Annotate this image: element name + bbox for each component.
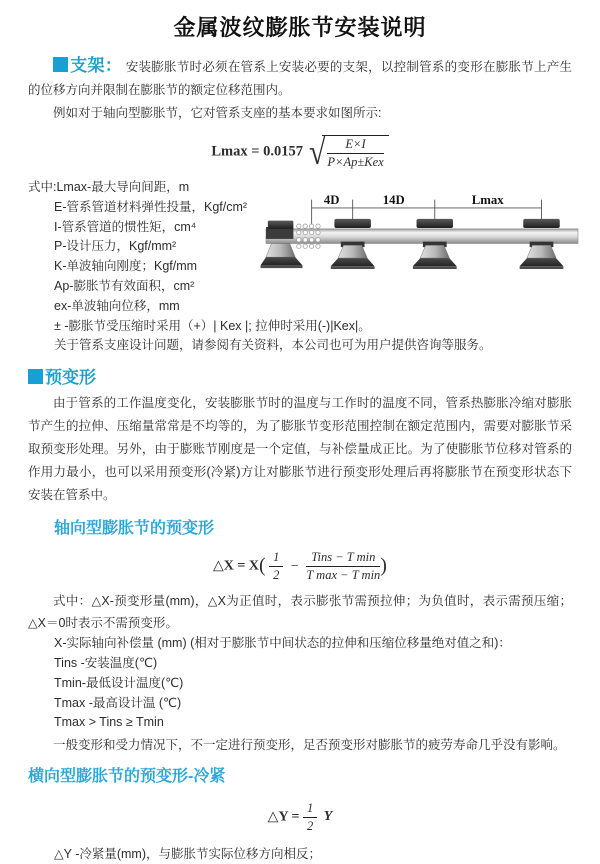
lateral-subsection-heading: 横向型膨胀节的预变形-冷紧 [28, 768, 226, 786]
half-denominator: 2 [273, 568, 280, 583]
definition-line: K-单波轴向刚度；Kgf/mm [54, 259, 198, 274]
open-paren: ( [259, 554, 266, 577]
definition-line: E-管系管道材料弹性投量，Kgf/cm² [54, 199, 248, 214]
half-denominator: 2 [307, 818, 314, 833]
lateral-formula-lhs: △Y = [267, 809, 300, 825]
predeform-section-heading [28, 368, 572, 388]
dimension-label-lmax: Lmax [471, 193, 504, 208]
support-section-heading [53, 56, 122, 75]
definition-line: I-管系管道的惯性矩，cm⁴ [54, 219, 197, 234]
page-title: 金属波纹膨胀节安装说明 [173, 15, 427, 40]
axial-predeform-formula [28, 550, 572, 583]
delta-y-description: △Y -冷紧量(mm)，与膨胀节实际位移方向相反； [54, 846, 322, 861]
axial-formula-lhs: △X = X [213, 558, 259, 574]
guide-support [331, 219, 375, 269]
temperature-definition-line: Tmax -最高设计温 (℃) [54, 695, 182, 710]
pipe-support-diagram [266, 192, 578, 291]
lmax-formula-lhs: Lmax = 0.0157 [211, 143, 303, 160]
minus-operator: − [290, 558, 299, 574]
temp-ratio-numerator: Tins − T min [306, 550, 380, 567]
one-half-fraction [303, 801, 317, 834]
half-numerator: 1 [303, 801, 317, 818]
temperature-definition-line: Tmin-最低设计温度(℃) [54, 675, 184, 690]
one-half-fraction [269, 550, 283, 583]
temperature-definition-line: Tins -安装温度(℃) [54, 655, 158, 670]
symbol-definition-list [28, 178, 266, 317]
guide-support [413, 219, 457, 269]
lateral-predeform-formula [28, 801, 572, 834]
axial-subsection-heading: 轴向型膨胀节的预变形 [54, 519, 215, 537]
lmax-formula-denominator: P×Ap±Kex [327, 155, 384, 169]
dimension-label-4d: 4D [323, 193, 340, 208]
temperature-ratio-fraction [306, 550, 380, 583]
anchor-support [261, 221, 303, 268]
definition-line: P-设计压力，Kgf/mm² [54, 239, 177, 254]
definition-line: ex-单波轴向位移，mm [54, 298, 180, 313]
pipe-support-diagram-svg [266, 192, 578, 284]
predeform-heading-label: 预变形 [45, 368, 96, 388]
support-heading-label: 支架： [70, 56, 123, 75]
temp-ratio-denominator: T max − T min [306, 568, 381, 583]
support-intro-paragraph [28, 54, 572, 102]
predeform-body-paragraph: 由于管系的工作温度变化，安装膨胀节时的温度与工作时的温度不同，管系热膨胀冷缩对膨胀节产生的拉伸、压缩量常常是不均等的，为了膨胀节变形范围控制在额定范围内，需要对膨胀节采取预变形处理。另外，由于膨账节刚度是一个定值，与补偿量成正比。为了使膨胀节位移对管系的作用力最小，也可以采用预变形(冷紧)方让对膨胀节进行预变形处理后再将膨胀节在预变形状态下安装在管系中。 [28, 395, 572, 502]
support-example-line: 例如对于轴向型膨胀节，它对管系支座的基本要求如图所示: [53, 106, 382, 120]
definition-line: Ap-膨胀节有效面积，cm² [54, 278, 195, 293]
support-intro-text: 安装膨胀节时必须在管系上安装必要的支架，以控制管系的变形在膨胀节上产生的位移方向并限制在膨胀节的额定位移范围内。 [28, 60, 572, 97]
guide-support [520, 219, 564, 269]
blue-square-bullet-icon [53, 57, 68, 72]
axial-formula-explanation: 式中：△X-预变形量(mm)，△X为正值时，表示膨张节需预拉伸；为负值时，表示需预压缩；△X＝0时表示不需预变形。 [28, 594, 572, 630]
radical-sign-icon: √ [308, 132, 326, 172]
service-note: 关于管系支座设计问题，请参阅有关资料，本公司也可为用户提供咨询等服务。 [54, 338, 492, 353]
lmax-formula [28, 132, 572, 172]
lmax-formula-numerator: E×I [327, 137, 383, 154]
dimension-label-14d: 14D [382, 193, 405, 208]
sign-convention-note: ± -膨胀节受压缩时采用（+）| Kex |; 拉伸时采用(-)|Kex|。 [54, 318, 371, 333]
definitions-and-diagram-row [28, 178, 572, 317]
axial-general-note: 一般变形和受力情况下，不一定进行预变形，足否预变形对膨胀节的疲劳寿命几乎没有影响。 [53, 738, 566, 753]
temperature-inequality-line: Tmax > Tins ≥ Tmin [54, 715, 164, 730]
half-numerator: 1 [269, 550, 283, 567]
x-definition-line: X-实际轴向补偿量 (mm) (相对于膨胀节中间状态的拉伸和压缩位移量绝对值之和)： [54, 636, 511, 651]
blue-square-bullet-icon [28, 369, 43, 384]
definition-line: 式中:Lmax-最大导向间距，m [28, 180, 190, 194]
lateral-formula-rhs: Y [323, 809, 333, 825]
square-root-radical [308, 132, 389, 172]
close-paren: ) [380, 554, 387, 577]
